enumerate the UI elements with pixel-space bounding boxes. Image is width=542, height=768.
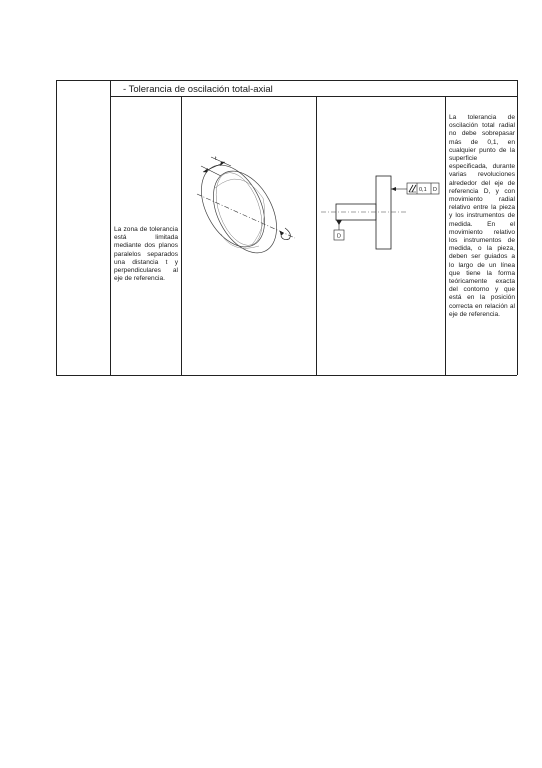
column-divider-4	[445, 96, 446, 375]
table-bottom-border	[56, 375, 517, 376]
table-left-border	[56, 80, 57, 375]
table-right-border	[517, 80, 518, 375]
zone-definition-text: La zona de tolerancia está limitada mediante dos planos paralelos separados una distancia t y perpendiculares al eje de referencia.	[114, 226, 178, 283]
tolerance-t-label: t	[215, 156, 217, 162]
section-title: - Tolerancia de oscilación total-axial	[123, 84, 273, 95]
datum-reference: D	[433, 187, 437, 193]
part-drawing	[316, 96, 445, 375]
flange	[376, 176, 391, 249]
table-top-border	[56, 80, 517, 81]
runout-explanation-text: La tolerancia de oscilación total radial no debe sobrepasar más de 0,1, en cualquier punto de la superficie especificada, durante varias revoluciones alrededor del eje de referencia D, y con movimiento radial relativo entre la pieza y los instrumentos de medida. En el movimiento relativo los instrumentos de medida, o la pieza, deben ser guiados a lo largo de un línea que tiene la forma teóricamente exacta del contorno y que está en la posición correcta en relación al eje de referencia.	[449, 114, 515, 318]
tolerance-zone-diagram	[181, 96, 316, 375]
column-divider-1	[110, 80, 111, 375]
datum-label: D	[337, 233, 341, 240]
tolerance-value: 0,1	[419, 187, 427, 193]
